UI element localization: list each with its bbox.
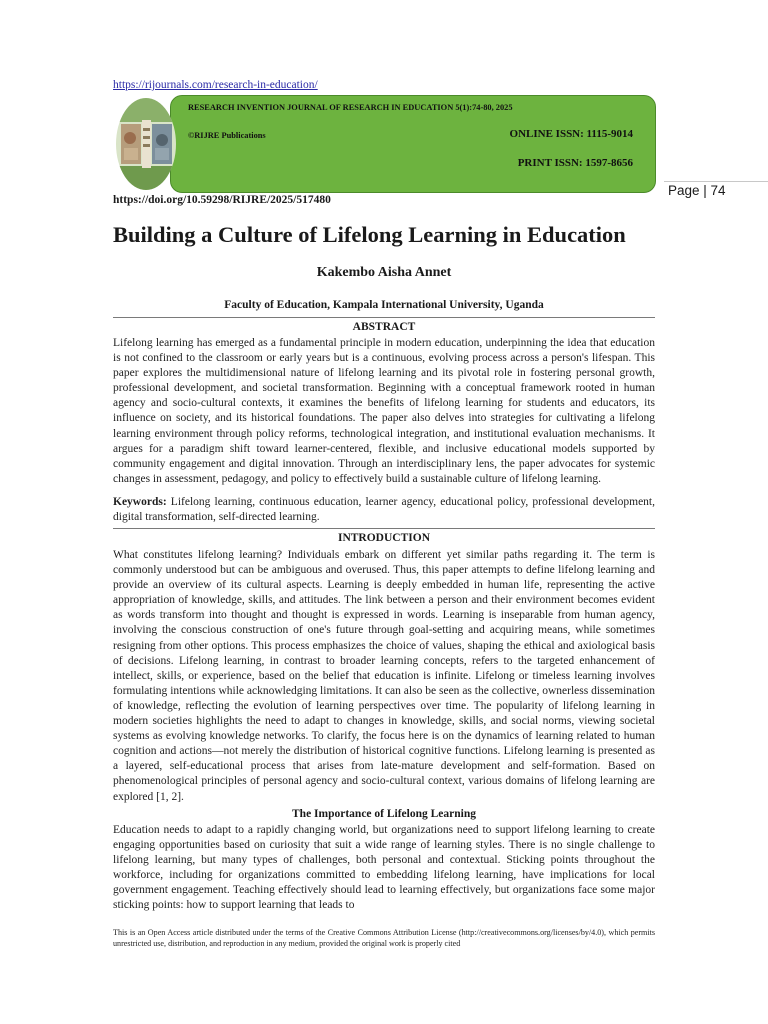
journal-banner — [170, 95, 656, 193]
journal-cover-image — [116, 98, 176, 190]
keywords-label: Keywords: — [113, 496, 167, 508]
abstract-top-rule — [113, 317, 655, 318]
introduction-heading: INTRODUCTION — [337, 532, 430, 544]
journal-name: RESEARCH INVENTION JOURNAL OF RESEARCH IN EDUCATION 5(1):74-80, 2025 — [188, 103, 513, 112]
importance-text: Education needs to adapt to a rapidly changing world, but organizations need to support lifelong learning to create engaging opportunities based on curiosity that suit a wide range of learning styles. There is no single challenge to lifelong learning, but many types of challenges, both personal and contextual. Sticking points throughout the workforce, including for organizations committed to embedding lifelong learning, have implications for local government engagement. Teaching effectively should lead to learning effectively, but organizations face some major sticking points: how to support learning that leads to — [113, 824, 655, 912]
license-footer: This is an Open Access article distributed under the terms of the Creative Commons Attribution License (http://creativecommons.org/licenses/by/4.0), which permits unrestricted use, distribution, and reproduction in any medium, provided the original work is properly cited — [113, 928, 655, 949]
keywords-paragraph — [113, 495, 655, 525]
author-affiliation: Faculty of Education, Kampala International University, Uganda — [224, 299, 544, 311]
online-issn: ONLINE ISSN: 1115-9014 — [509, 128, 633, 140]
abstract-heading: ABSTRACT — [352, 321, 416, 333]
journal-url-link[interactable]: https://rijournals.com/research-in-education/ — [113, 79, 318, 91]
keywords-text: Lifelong learning, continuous education, learner agency, educational policy, professional development, digital transformation, self-directed learning. — [113, 496, 656, 524]
page-number: Page | 74 — [668, 183, 726, 198]
doi-link[interactable]: https://doi.org/10.59298/RIJRE/2025/517480 — [113, 194, 331, 206]
importance-heading: The Importance of Lifelong Learning — [292, 808, 476, 820]
print-issn: PRINT ISSN: 1597-8656 — [517, 157, 633, 169]
article-title: Building a Culture of Lifelong Learning in Education — [113, 222, 626, 247]
abstract-text: Lifelong learning has emerged as a fundamental principle in modern education, underpinning the idea that education is not confined to the classroom or early years but is a continuous, evolving process across a person's lifespan. This paper explores the multidimensional nature of lifelong learning and its pivotal role in fostering personal growth, professional development, and societal transformation. Beginning with a conceptual framework rooted in human agency and socio-cultural contexts, it examines the benefits of lifelong learning for students and educators, its influence on society, and its historical foundations. The paper also delves into strategies for cultivating a lifelong learning environment through policy reforms, technological integration, and institutional evaluation mechanisms. It argues for a paradigm shift toward learner-centered, flexible, and inclusive educational models supported by community engagement and digital innovation. Through an interdisciplinary lens, the paper advocates for systemic changes in assessment, pedagogy, and policy to effectively build a sustainable culture of lifelong learning. — [113, 337, 655, 485]
publisher-label: ©RIJRE Publications — [188, 131, 266, 140]
page-number-rule — [664, 181, 768, 182]
introduction-text: What constitutes lifelong learning? Individuals embark on different yet similar paths regarding it. The term is commonly understood but can be ambiguous and overused. Thus, this paper attempts to define lifelong learning and provide an overview of its cultural aspects. Learning is deeply embedded in human life, representing the active appropriation of knowledge, skills, and attitudes. The link between a person and their environment becomes evident as words transform into thought and thought is expressed in words. Learning is inseparable from human agency, involving the conscious construction of one's future through goal-setting and acquiring means, while sometimes resigning from other options. This process emphasizes the choice of values, shaping the ethical and axiological basis of decisions. Lifelong learning, in contrast to broader learning concepts, refers to the targeted enhancement of intellect, skills, or experience, based on the belief that education is infinite. Lifelong or timeless learning involves formulating intentions while acknowledging limitations. It can also be seen as the collective, ownerless dissemination of knowledge, reflecting the evolution of learning perspectives over time. The popularity of lifelong learning in modern societies highlights the need to adapt to changes in knowledge, skills, and social norms, viewing societal systems as evolving knowledge networks. To clarify, the focus here is on the dynamics of learning related to human cognition and actions—not merely the distribution of historical cognitive functions. Lifelong learning is presented as a layered, self-educational process that arises from late-mature development and self-formation. Based on phenomenological principles of personal agency and socio-cultural context, various domains of lifelong learning are explored [1, 2]. — [113, 549, 655, 803]
author-name: Kakembo Aisha Annet — [316, 265, 452, 280]
abstract-bottom-rule — [113, 528, 655, 529]
cover-illustration-icon — [116, 98, 176, 190]
